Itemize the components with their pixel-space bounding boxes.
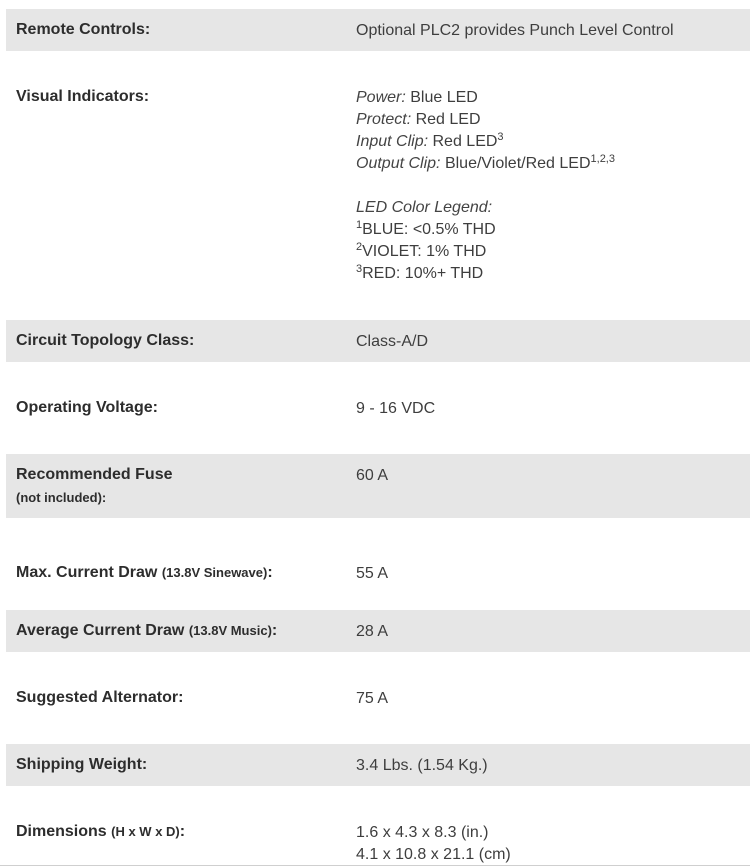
spec-label: Dimensions (H x W x D): [16,823,186,840]
legend-text: VIOLET: 1% THD [362,243,487,260]
spec-value [356,822,511,866]
indicator-protect [356,109,615,131]
spec-label: Shipping Weight: [16,756,148,773]
led-legend-item [356,263,615,285]
spec-label: Max. Current Draw (13.8V Sinewave): [16,564,273,581]
led-legend-item [356,241,615,263]
spec-value: Class-A/D [356,333,429,350]
spec-row-voltage [6,362,750,454]
spec-row-dimensions [6,786,750,864]
spec-label: Suggested Alternator: [16,689,184,706]
spec-row-weight [6,744,750,786]
spec-row-topology [6,320,750,362]
spec-qualifier: (13.8V Sinewave) [161,565,268,580]
spec-label: Remote Controls: [16,21,151,38]
indicator-power [356,87,615,109]
indicator-text: Red LED [415,111,481,128]
footnote-number: 1 [356,219,363,231]
indicator-input-clip [356,131,615,153]
legend-text: BLUE: <0.5% THD [362,221,496,238]
spec-value: 75 A [356,690,389,707]
indicator-key: Protect: [356,111,412,128]
spec-value: 28 A [356,623,389,640]
spec-label: Operating Voltage: [16,399,158,416]
spec-row-avg-current [6,610,750,652]
led-legend-title: LED Color Legend: [356,199,493,216]
spec-row-visual-indicators [6,51,750,320]
indicator-key: Power: [356,89,406,106]
footnote-number: 3 [356,263,363,275]
spec-value: 55 A [356,565,389,582]
bottom-divider [0,865,750,866]
visual-indicators-value [356,87,615,285]
spec-value: 3.4 Lbs. (1.54 Kg.) [356,757,488,774]
indicator-key: Input Clip: [356,133,429,150]
legend-text: RED: 10%+ THD [362,265,484,282]
spec-label: Recommended Fuse (not included): [16,466,173,505]
footnote-number: 2 [356,241,363,253]
footnote-ref: 1,2,3 [590,153,615,165]
indicator-text: Blue/Violet/Red LED [444,155,591,172]
dimensions-cm: 4.1 x 10.8 x 21.1 (cm) [356,846,511,863]
spec-row-remote-controls [6,9,750,51]
indicator-text: Blue LED [410,89,478,106]
spec-row-alternator [6,652,750,744]
spec-value: Optional PLC2 provides Punch Level Control [356,22,674,39]
led-legend-item [356,219,615,241]
indicator-text: Red LED [432,133,498,150]
spec-sublabel: (not included): [16,490,107,505]
spec-label: Circuit Topology Class: [16,332,195,349]
indicator-key: Output Clip: [356,155,441,172]
spec-qualifier: (H x W x D) [111,824,180,839]
footnote-ref: 3 [497,131,504,143]
indicator-output-clip [356,153,615,175]
spec-label: Average Current Draw (13.8V Music): [16,622,278,639]
spec-row-fuse [6,454,750,518]
spec-qualifier: (13.8V Music) [188,623,272,638]
spec-value: 60 A [356,467,389,484]
spec-value: 9 - 16 VDC [356,400,436,417]
spec-label: Visual Indicators: [16,88,150,105]
dimensions-inches: 1.6 x 4.3 x 8.3 (in.) [356,824,489,841]
spec-row-max-current [6,518,750,610]
